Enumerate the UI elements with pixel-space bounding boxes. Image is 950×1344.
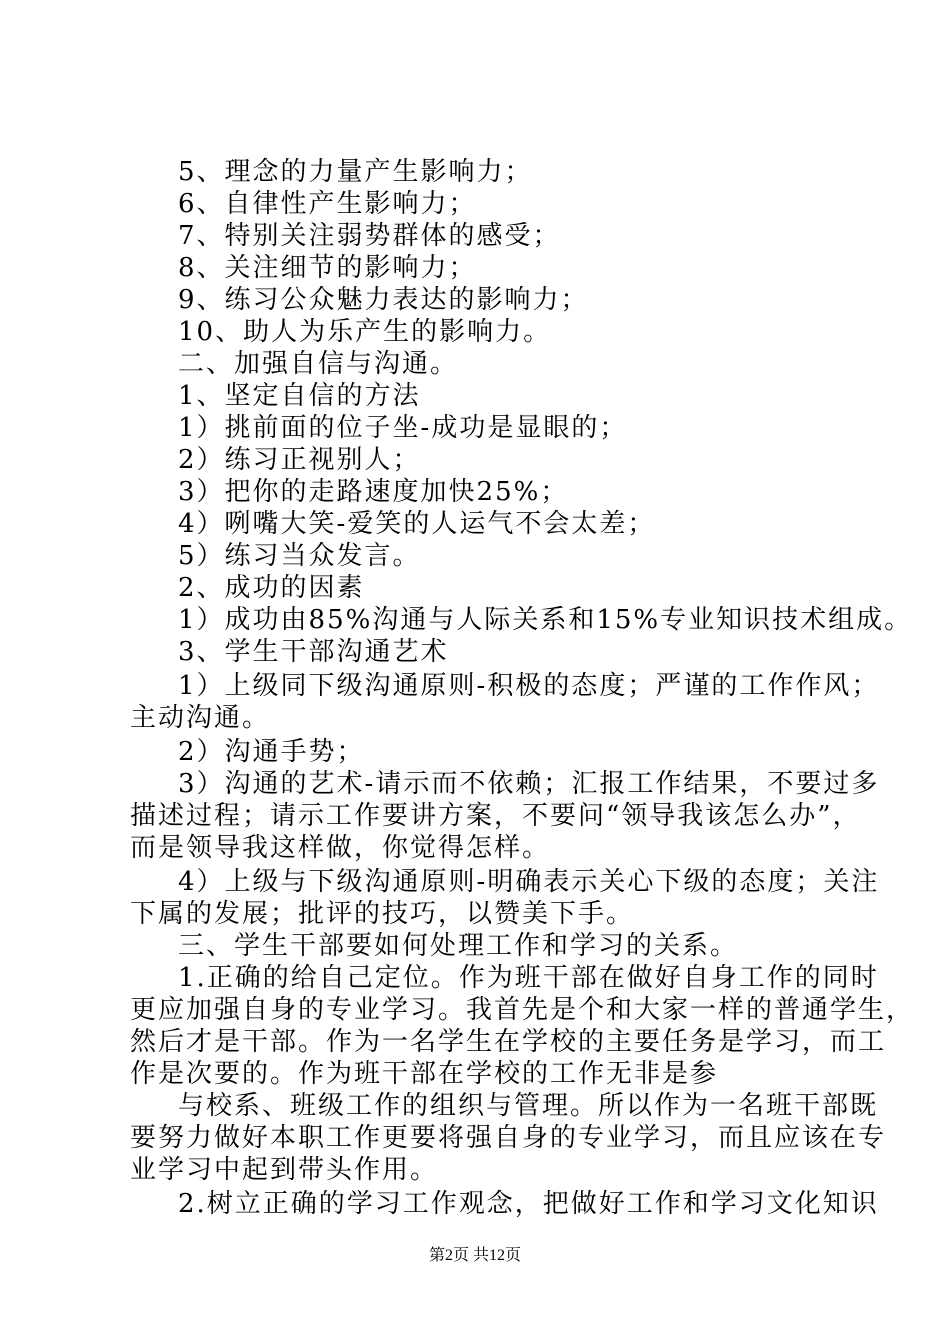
text-line: 9、练习公众魅力表达的影响力；	[178, 285, 589, 315]
text-line: 10、助人为乐产生的影响力。	[178, 317, 552, 347]
text-line: 8、关注细节的影响力；	[178, 253, 477, 283]
text-line: 1）成功由85%沟通与人际关系和15%专业知识技术组成。	[178, 605, 913, 635]
text-line: 下属的发展；批评的技巧，以赞美下手。	[130, 899, 635, 929]
text-line: 1、坚定自信的方法	[178, 381, 421, 411]
text-line: 2）练习正视别人；	[178, 445, 421, 475]
text-line: 4）咧嘴大笑-爱笑的人运气不会太差；	[178, 509, 656, 539]
page-footer: 第2页 共12页	[428, 1247, 521, 1264]
text-line: 4）上级与下级沟通原则-明确表示关心下级的态度；关注	[178, 867, 880, 897]
text-line: 1.正确的给自己定位。作为班干部在做好自身工作的同时	[178, 963, 879, 993]
text-line: 更应加强自身的专业学习。我首先是个和大家一样的普通学生，	[130, 995, 915, 1025]
text-line: 2）沟通手势；	[178, 737, 365, 767]
section-heading: 二、加强自信与沟通。	[178, 349, 459, 379]
text-line: 3）把你的走路速度加快25%；	[178, 477, 569, 507]
text-line: 2.树立正确的学习工作观念，把做好工作和学习文化知识	[178, 1189, 879, 1219]
text-line: 作是次要的。作为班干部在学校的工作无非是参	[130, 1059, 719, 1089]
text-line: 7、特别关注弱势群体的感受；	[178, 221, 561, 251]
text-line: 而是领导我这样做，你觉得怎样。	[130, 833, 551, 863]
text-line: 然后才是干部。作为一名学生在学校的主要任务是学习，而工	[130, 1027, 887, 1057]
text-line: 主动沟通。	[130, 703, 271, 733]
text-line: 6、自律性产生影响力；	[178, 189, 477, 219]
text-line: 业学习中起到带头作用。	[130, 1155, 439, 1185]
text-line: 3）沟通的艺术-请示而不依赖；汇报工作结果，不要过多	[178, 769, 880, 799]
text-line: 要努力做好本职工作更要将强自身的专业学习，而且应该在专	[130, 1123, 887, 1153]
text-line: 描述过程；请示工作要讲方案，不要问“领导我该怎么办”，	[130, 801, 861, 831]
text-line: 5）练习当众发言。	[178, 541, 421, 571]
text-line: 3、学生干部沟通艺术	[178, 637, 449, 667]
text-line: 1）挑前面的位子坐-成功是显眼的；	[178, 413, 628, 443]
section-heading: 三、学生干部要如何处理工作和学习的关系。	[178, 931, 739, 961]
text-line: 2、成功的因素	[178, 573, 365, 603]
text-line: 5、理念的力量产生影响力；	[178, 157, 533, 187]
text-line: 与校系、班级工作的组织与管理。所以作为一名班干部既	[178, 1091, 879, 1121]
text-line: 1）上级同下级沟通原则-积极的态度；严谨的工作作风；	[178, 671, 880, 701]
